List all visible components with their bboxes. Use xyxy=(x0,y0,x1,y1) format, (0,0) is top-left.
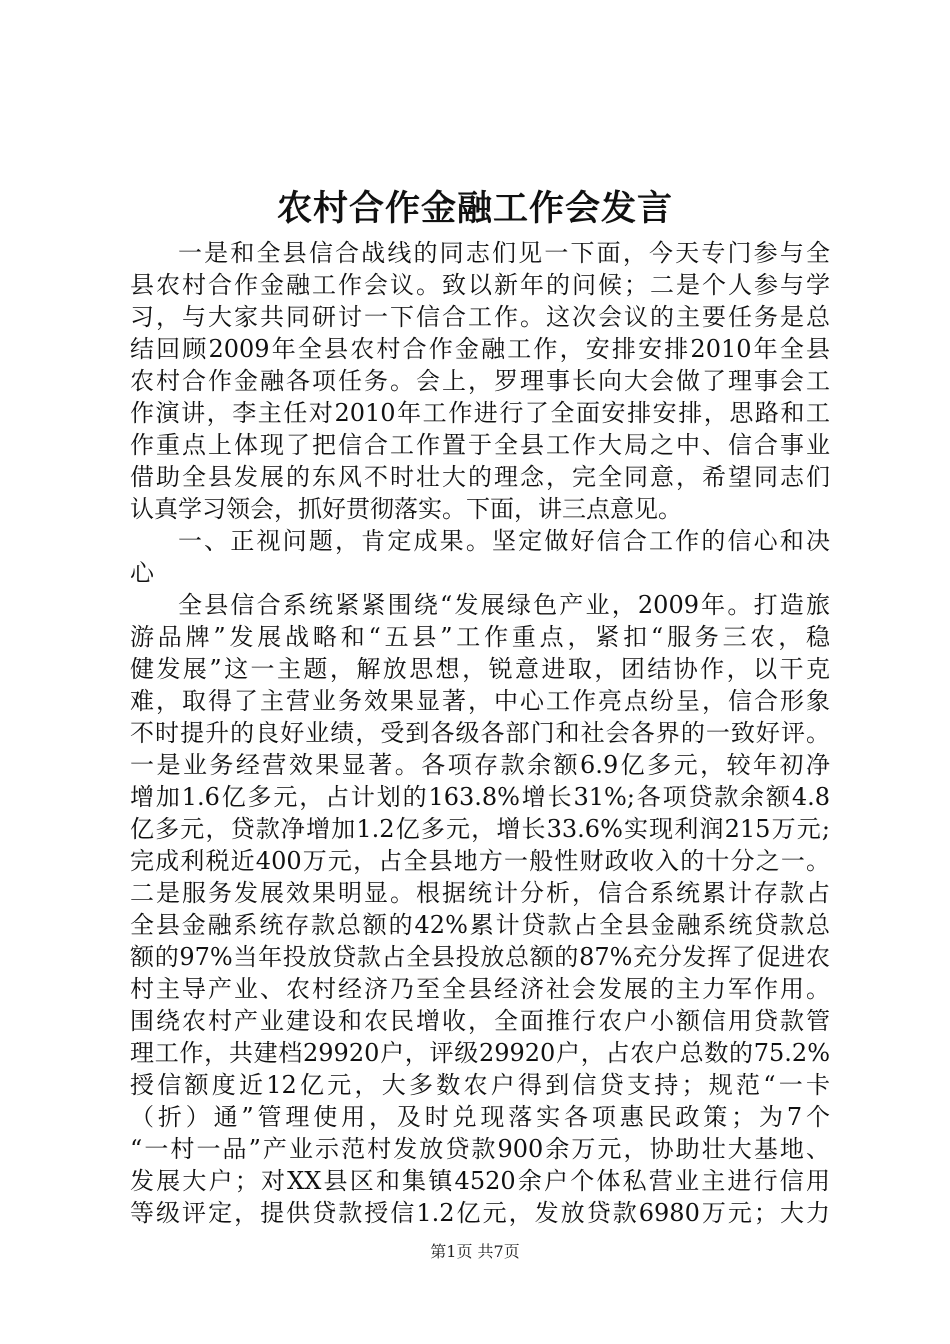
paragraph-line: 健发展”这一主题，解放思想，锐意进取，团结协作，以干克 xyxy=(130,655,830,683)
paragraph-line: 全县金融系统存款总额的42%累计贷款占全县金融系统贷款总 xyxy=(130,911,830,939)
paragraph-line: 村主导产业、农村经济乃至全县经济社会发展的主力军作用。 xyxy=(130,975,830,1003)
paragraph-line: 一是业务经营效果显著。各项存款余额6.9亿多元，较年初净 xyxy=(130,751,830,779)
paragraph-line: 不时提升的良好业绩，受到各级各部门和社会各界的一致好评。 xyxy=(130,719,830,747)
paragraph-line: 增加1.6亿多元，占计划的163.8%增长31%;各项贷款余额4.8 xyxy=(130,783,830,811)
paragraph-line: 作演讲，李主任对2010年工作进行了全面安排安排，思路和工 xyxy=(130,399,830,427)
paragraph-line: 发展大户；对XX县区和集镇4520余户个体私营业主进行信用 xyxy=(130,1167,830,1195)
paragraph-line: 县农村合作金融工作会议。致以新年的问候；二是个人参与学 xyxy=(130,271,830,299)
paragraph-line: 全县信合系统紧紧围绕“发展绿色产业，2009年。打造旅 xyxy=(178,591,830,619)
document-body xyxy=(130,237,830,1229)
page-number-footer: 第1页 共7页 xyxy=(430,1242,520,1261)
paragraph-line: 借助全县发展的东风不时壮大的理念，完全同意，希望同志们 xyxy=(130,463,830,491)
paragraph-line: 授信额度近12亿元，大多数农户得到信贷支持；规范“一卡 xyxy=(130,1071,830,1099)
paragraph-line: 额的97%当年投放贷款占全县投放总额的87%充分发挥了促进农 xyxy=(130,943,830,971)
section-heading-line: 心 xyxy=(130,559,154,587)
paragraph-line: 等级评定，提供贷款授信1.2亿元，发放贷款6980万元；大力 xyxy=(130,1199,830,1227)
paragraph-line: 习，与大家共同研讨一下信合工作。这次会议的主要任务是总 xyxy=(130,303,830,331)
paragraph-line: 结回顾2009年全县农村合作金融工作，安排安排2010年全县 xyxy=(130,335,830,363)
paragraph-line: 完成利税近400万元，占全县地方一般性财政收入的十分之一。 xyxy=(130,847,830,875)
section-heading-line: 一、正视问题，肯定成果。坚定做好信合工作的信心和决 xyxy=(178,527,830,555)
paragraph-line: 难，取得了主营业务效果显著，中心工作亮点纷呈，信合形象 xyxy=(130,687,830,715)
paragraph-line: 游品牌”发展战略和“五县”工作重点，紧扣“服务三农，稳 xyxy=(130,623,830,651)
paragraph-line: 二是服务发展效果明显。根据统计分析，信合系统累计存款占 xyxy=(130,879,830,907)
paragraph-line: 理工作，共建档29920户，评级29920户，占农户总数的75.2% xyxy=(130,1039,830,1067)
paragraph-line: 作重点上体现了把信合工作置于全县工作大局之中、信合事业 xyxy=(130,431,830,459)
paragraph-line: 认真学习领会，抓好贯彻落实。下面，讲三点意见。 xyxy=(130,495,682,523)
paragraph-line: 农村合作金融各项任务。会上，罗理事长向大会做了理事会工 xyxy=(130,367,830,395)
document-title: 农村合作金融工作会发言 xyxy=(276,188,673,229)
paragraph-line: （折）通”管理使用，及时兑现落实各项惠民政策；为7个 xyxy=(130,1103,830,1131)
paragraph-line: 围绕农村产业建设和农民增收，全面推行农户小额信用贷款管 xyxy=(130,1007,830,1035)
paragraph-line: 一是和全县信合战线的同志们见一下面，今天专门参与全 xyxy=(178,239,830,267)
paragraph-line: “一村一品”产业示范村发放贷款900余万元，协助壮大基地、 xyxy=(130,1135,830,1163)
paragraph-line: 亿多元，贷款净增加1.2亿多元，增长33.6%实现利润215万元; xyxy=(130,815,830,843)
